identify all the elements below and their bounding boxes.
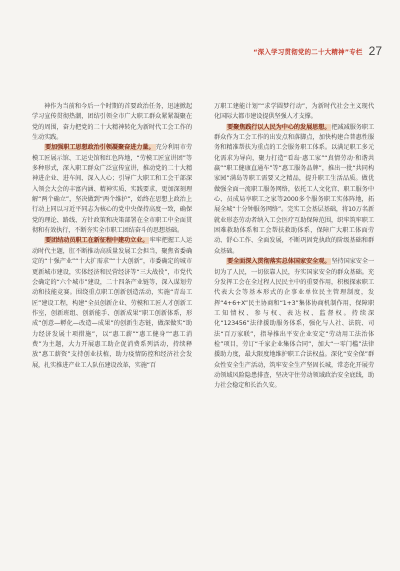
page-header [253, 44, 382, 58]
paragraph [214, 102, 374, 123]
paragraph-text: 充分利用市劳模工匠展示馆、工运史馆和红色阵地，“劳模工匠宣讲团”等多种形式，深入职工群众广泛宣传宣讲，推动党的二十大精神进企业、进车间、深入人心；引导广大职工和工会干部深入领会大会的丰富内涵、精神实质、实践要求，更加深刻理解“两个确立”，坚决做到“两个维护”，始终在思想上政治上行动上同以习近平同志为核心的党中央保持高度一致，确保党的理论、路线、方针政策和决策部署在全市职工中全面贯彻和有效执行，不断夯实全市职工团结奋斗的思想基础。 [32, 144, 192, 235]
column-title: “深入学习贯彻党的二十大精神”专栏 [253, 47, 363, 56]
paragraph [32, 236, 192, 370]
paragraph-text: 神作为当前和今后一个时期的首要政治任务，迅速掀起学习宣传贯彻热潮，团结引领全市广大职工群众紧紧凝聚在党的周围，奋力把党的二十大精神转化为新时代工会工作的生动实践。 [32, 103, 192, 142]
paragraph-text: 万职工建能计划”“求学圆梦行动”，为新时代社会主义现代化国际大都市建设提供坚强人才支撑。 [214, 103, 374, 121]
paragraph [214, 123, 374, 257]
paragraph [32, 143, 192, 236]
article-body [32, 102, 374, 392]
left-column [32, 102, 192, 392]
paragraph-text: 把减减服务职工群众作为工会工作的出发点和落脚点，加快构建合普惠性服务和精准帮扶为重点的工会服务职工体系。以满足职工多元化需求为导向，聚力打造“看岛·惠工家”“真情劳动·和谐共赢”“职工健康直通车”等“惠工服务品牌”，推出一批“共同构家园”满岛等职工需要又之精品，提升职工生活品质。做优做强全面一流职工服务网络，依托工人文化宫、职工服务中心、员成局享职工之家等2000多个服务职工实体阵地，拓展全城“十分钟服务网络”。完实工会基层基础，将10万名新就业形态劳动者纳入工会医疗互助保障范围，织牢筑牢职工困难救助体系和工会帮扶救助体系，保障广大职工体面劳动、舒心工作、全面发展，不断巩固党执政的阶级基础和群众基础。 [214, 123, 374, 255]
paragraph [214, 257, 374, 391]
highlight-heading: 要全面深入贯彻落实总体国家安全观。 [227, 258, 331, 266]
paragraph [32, 102, 192, 143]
highlight-heading: 要团结动员职工在新征程中建功立业。 [45, 237, 149, 245]
highlight-heading: 要聚焦践行以人民为中心的发展思想。 [227, 123, 331, 131]
paragraph-text: 坚持国家安全一切为了人民，一切依靠人民，夯实国家安全的群众基础。充分发挥工会在全过程人民民主中的重要作用，积极探索职工代表大会等基本形式的企事业单位民主管理制度，发挥“4+6+X”民主协商和“1+3”集体协商机制作用，保障职工知情权、参与权、表达权、监督权。持续深化“123456”法律援助服务体系，强化与人社、法院、司法“百万家联”，指导推出平安企业安定“劳动用工法治体检”项目，劳订“千家企业集体合同”，加大“一零门槛”法律援助力度，最大限度地维护职工合法权益。深化“安全保”群众性安全生产活动，筑牢安全生产坚固长城，常态化开展劳动领域风险隐患排查，坚决守住劳动领域政治安全底线，助力社会稳定和长治久安。 [214, 258, 374, 390]
page-number: 27 [368, 44, 382, 58]
paragraph-text: 牢牢把握工人运动时代主题，肛不断推动高质量发展工会担当，聚焦省委确定的“十强产业”“十大扩需求”“十大创新”，市委确定的城市更新城市建设，实体经济和民营经济等“三大战役”，市党代会确定的“六个城市”建设，二十四条产业链等，深入谋划劳动和技能竞赛。围绕重点职工创新创造活动，实施“青岛工匠”建设工程，构建“全员创新企业、劳模和工匠人才创新工作室，创新班组、创新能手、创新成果”职工创新体系，形成“创意—孵化—改造—成果”的创新生态链，做深做实“助力经济发展十项措施”，以“惠工薪”“惠工健身”“惠工消费”为主题，大力开展惠工助企促消费系列活动，持续释放“惠工薪资”支持创业扶植，助力疫情防控和经济社会发展，扎实推进产业工人队伍建设改革，实施“百 [32, 237, 192, 369]
highlight-heading: 要加强职工思想政治引领凝聚奋进力量。 [45, 144, 155, 152]
right-column [214, 102, 374, 392]
